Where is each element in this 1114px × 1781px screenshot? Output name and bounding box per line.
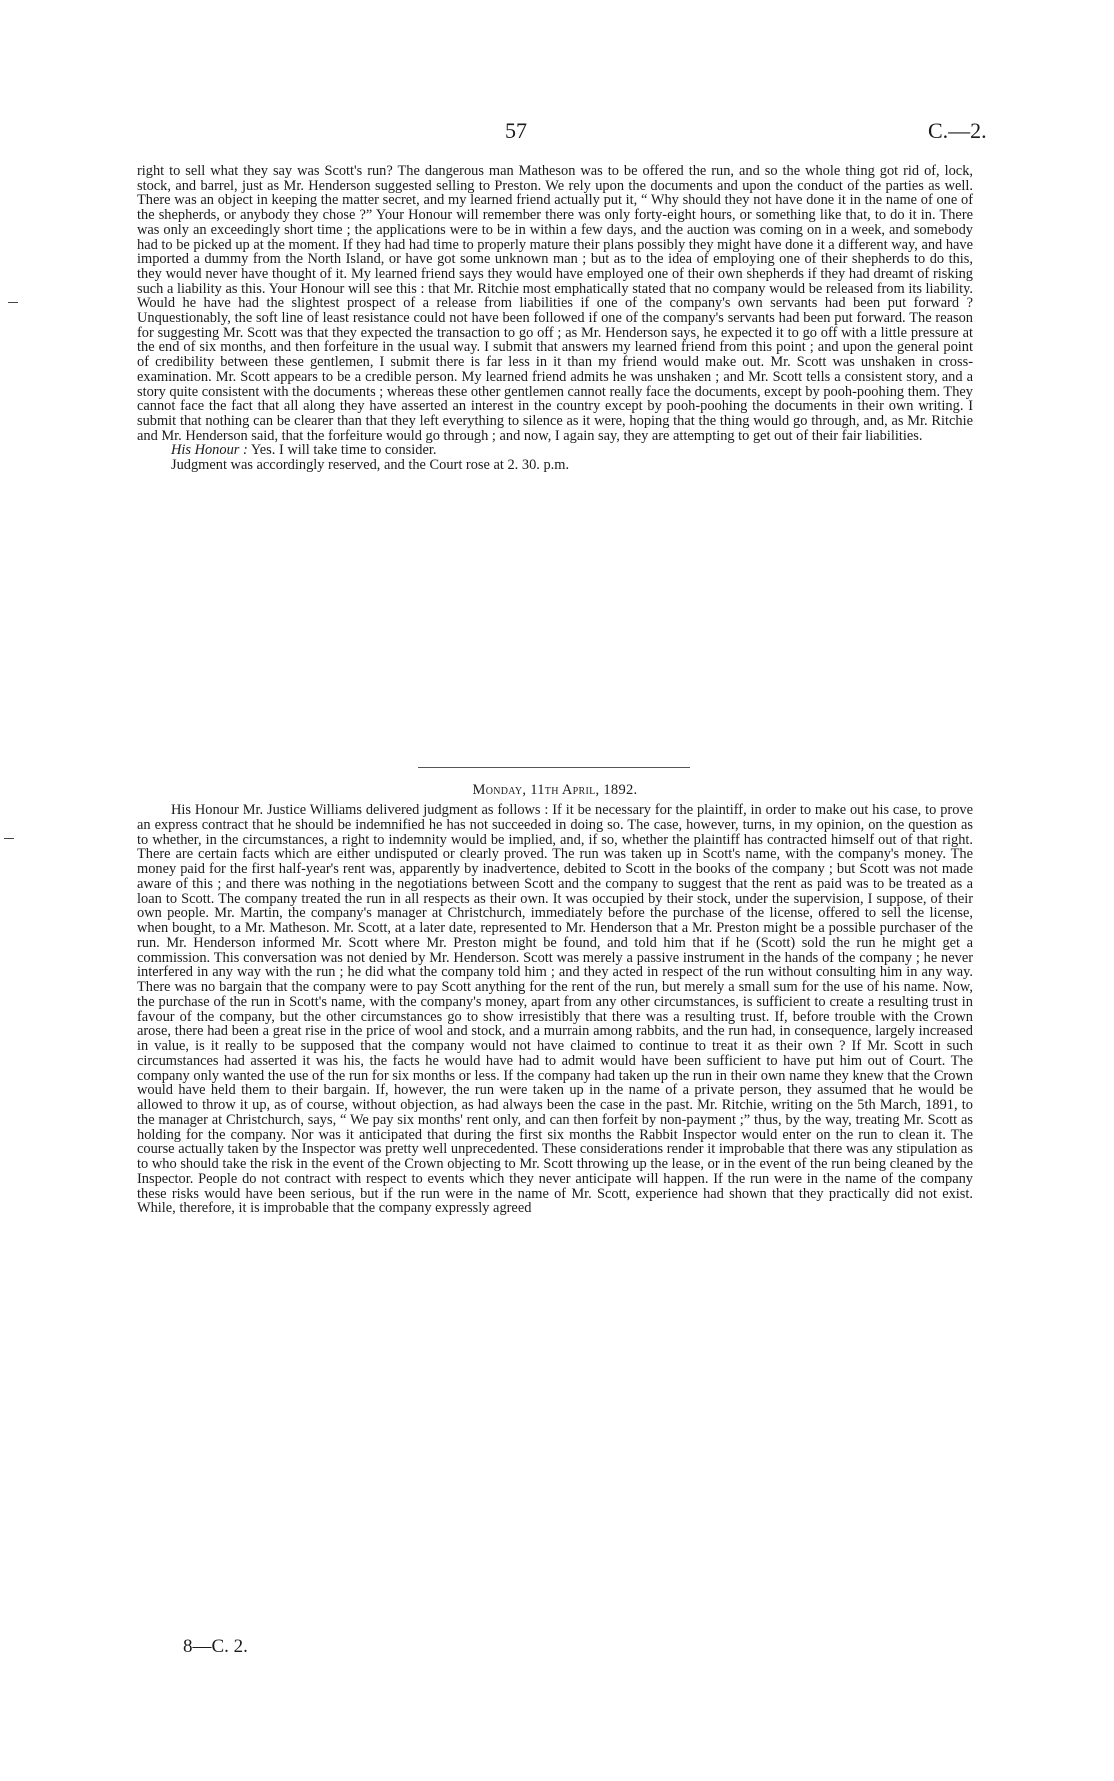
- continuation-paragraph: right to sell what they say was Scott's run? The dangerous man Matheson was to be offered the run, and so the whole thing got rid of, lock, stock, and barrel, just as Mr. Henderson suggested selling to Preston. We rely upon the documents and upon the conduct of the parties as well. There was an object in keeping the matter secret, and my learned friend actually put it, “ Why should they not have done it in the name of one of the shepherds, or anybody they chose ?” Your Honour will remember there was only forty-eight hours, or something like that, to do it in. There was only an exceedingly short time ; the applications were to be in within a few days, and the auction was coming on in a week, and somebody had to be picked up at the moment. If they had had time to properly mature their plans possibly they might have done it a different way, and have imported a dummy from the North Island, or have got some unknown man ; but as to the idea of employing one of their shepherds to do this, they would never have thought of it. My learned friend says they would have employed one of their own shepherds if they had dreamt of risking such a liability as this. Your Honour will see this : that Mr. Ritchie most emphatically stated that no company would be released from its liability. Would he have had the slightest prospect of a release from liabilities if one of the company's own servants had been put forward ? Unquestionably, the soft line of least resistance could not have been followed if one of the company's servants had been put forward. The reason for suggesting Mr. Scott was that they expected the transaction to go off ; as Mr. Henderson says, he expected it to go off with a little pressure at the end of six months, and then forfeiture in the usual way. I submit that answers my learned friend from this point ; and upon the general point of credibility between these gentlemen, I submit there is far less in it than my friend would make out. Mr. Scott was unshaken in cross-examination. Mr. Scott appears to be a credible person. My learned friend admits he was unshaken ; and Mr. Scott tells a consistent story, and a story quite consistent with the documents ; whereas these other gentlemen cannot really face the documents, except by pooh-poohing them. They cannot face the fact that all along they have asserted an interest in the country except by pooh-poohing the documents in their own writing. I submit that nothing can be clearer than that they left everything to silence as it were, hoping that the thing would go through, and, as Mr. Ritchie and Mr. Henderson said, that the forfeiture would go through ; and now, I again say, they are attempting to get out of their fair liabilities.: [137, 163, 973, 444]
- document-reference: C.—2.: [928, 118, 987, 143]
- page-number: 57: [505, 118, 527, 143]
- date-value: 11th April, 1892.: [530, 782, 638, 798]
- date-weekday: Monday,: [472, 782, 527, 798]
- date-heading: [137, 782, 973, 799]
- signature-reference: 8—C. 2.: [183, 1636, 248, 1657]
- continuation-section: [137, 164, 973, 473]
- judgment-paragraph: His Honour Mr. Justice Williams delivered judgment as follows : If it be necessary for the plaintiff, in order to make out his case, to prove an express contract that he should be indemnified he has not succeeded in doing so. The case, however, turns, in my opinion, on the question as to whether, in the circumstances, a right to indemnity would be implied, and, if so, whether the plaintiff has contracted himself out of that right. There are certain facts which are either undisputed or clearly proved. The run was taken up in Scott's name, with the company's money. The money paid for the first half-year's rent was, apparently by inadvertence, debited to Scott in the books of the company ; but Scott was not made aware of this ; and there was nothing in the negotiations between Scott and the company to suggest that the rent as paid was to be treated as a loan to Scott. The company treated the run in all respects as their own. It was occupied by their stock, under the supervision, I suppose, of their own people. Mr. Martin, the company's manager at Christchurch, immediately before the purchase of the license, offered to sell the license, when bought, to a Mr. Matheson. Mr. Scott, at a later date, represented to Mr. Henderson that a Mr. Preston might be a possible purchaser of the run. Mr. Henderson informed Mr. Scott where Mr. Preston might be found, and told him that if he (Scott) sold the run he might get a commission. This conversation was not denied by Mr. Henderson. Scott was merely a passive instrument in the hands of the company ; he never interfered in any way with the run ; he did what the company told him ; and they acted in respect of the run without consulting him in any way. There was no bargain that the company were to pay Scott anything for the rent of the run, but merely a small sum for the use of his name. Now, the purchase of the run in Scott's name, with the company's money, apart from any other circumstances, is sufficient to create a resulting trust in favour of the company, but the other circumstances go to show irresistibly that there was a resulting trust. If, before trouble with the Crown arose, there had been a great rise in the price of wool and stock, and a murrain among rabbits, and the run had, in consequence, largely increased in value, is it really to be supposed that the company would not have claimed to continue to treat it as their own ? If Mr. Scott in such circumstances had asserted it was his, the facts he would have had to admit would have been sufficient to have put him out of Court. The company only wanted the use of the run for six months or less. If the company had taken up the run in their own name they knew that the Crown would have held them to their bargain. If, however, the run were taken up in the name of a private person, they assumed that he would be allowed to throw it up, as of course, without objection, as had always been the case in the past. Mr. Ritchie, writing on the 5th March, 1891, to the manager at Christchurch, says, “ We pay six months' rent only, and can then forfeit by non-payment ;” thus, by the way, treating Mr. Scott as holding for the company. Nor was it anticipated that during the first six months the Rabbit Inspector would enter on the run to clean it. The course actually taken by the Inspector was pretty well unprecedented. These considerations render it improbable that there was any stipulation as to who should take the risk in the event of the Crown objecting to Mr. Scott throwing up the lease, or in the event of the run being cleaned by the Inspector. People do not contract with respect to events which they never anticipate will happen. If the run were in the name of the company these risks would have been serious, but if the run were in the name of Mr. Scott, experience had shown that they practically did not exist. While, therefore, it is improbable that the company expressly agreed: [137, 802, 973, 1217]
- margin-mark: [8, 302, 18, 303]
- margin-mark: [4, 838, 14, 839]
- honour-remark-line: [137, 443, 973, 458]
- honour-remark: Yes. I will take time to consider.: [250, 442, 437, 459]
- closing-line: Judgment was accordingly reserved, and the Court rose at 2. 30. p.m.: [171, 457, 570, 474]
- section-divider: [418, 767, 690, 768]
- judgment-section: [137, 803, 973, 1216]
- honour-speaker: His Honour :: [171, 442, 248, 459]
